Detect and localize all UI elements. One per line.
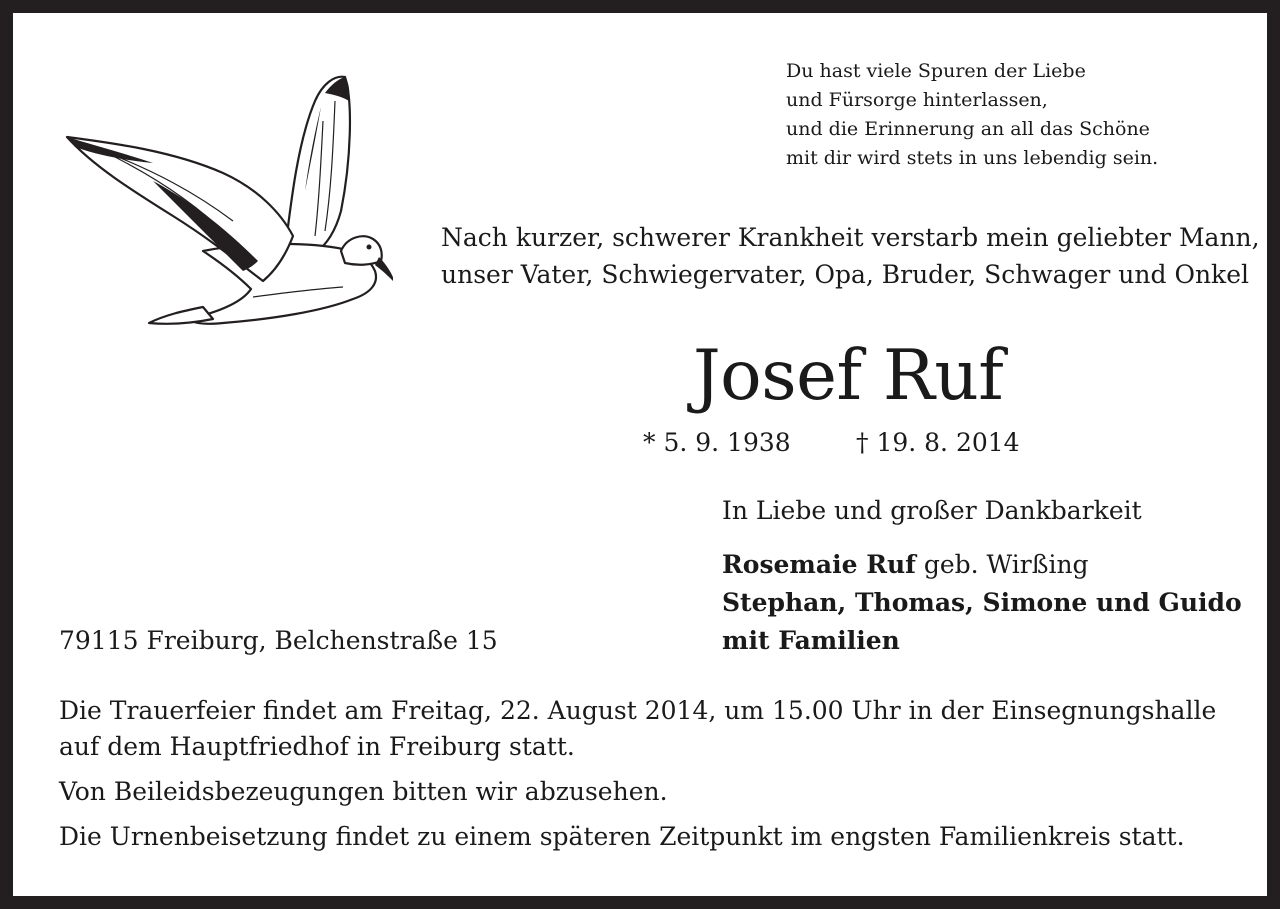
funeral-notices (59, 693, 1239, 855)
seagull-icon (53, 61, 393, 341)
poem-line: und Fürsorge hinterlassen, (786, 89, 1048, 111)
announcement-line: Nach kurzer, schwerer Krankheit verstarb mein geliebter Mann, (441, 223, 1260, 252)
announcement-line: unser Vater, Schwiegervater, Opa, Bruder, Schwager und Onkel (441, 260, 1249, 289)
poem (786, 57, 1158, 173)
children-names: Stephan, Thomas, Simone und Guido (722, 588, 1242, 617)
death-announcement (441, 219, 1260, 293)
widow-maiden-name: geb. Wirßing (915, 550, 1089, 579)
families-line: mit Familien (722, 626, 900, 655)
poem-line: und die Erinnerung an all das Schöne (786, 118, 1150, 140)
poem-line: mit dir wird stets in uns lebendig sein. (786, 147, 1159, 169)
poem-line: Du hast viele Spuren der Liebe (786, 60, 1086, 82)
condolence-notice: Von Beileidsbezeugungen bitten wir abzusehen. (59, 777, 668, 806)
closing-phrase: In Liebe und großer Dankbarkeit (722, 496, 1142, 525)
urn-burial-notice: Die Urnenbeisetzung findet zu einem späteren Zeitpunkt im engsten Familienkreis statt. (59, 822, 1185, 851)
widow-line (722, 546, 1242, 584)
birth-date: * 5. 9. 1938 (643, 428, 791, 457)
address: 79115 Freiburg, Belchenstraße 15 (59, 626, 498, 655)
funeral-service-notice: Die Trauerfeier findet am Freitag, 22. August 2014, um 15.00 Uhr in der Einsegnungshalle auf dem Hauptfriedhof in Freiburg statt. (59, 696, 1217, 761)
widow-name: Rosemaie Ruf (722, 550, 916, 579)
deceased-name: Josef Ruf (693, 336, 1004, 416)
death-date: † 19. 8. 2014 (856, 428, 1020, 457)
mourners (722, 546, 1242, 660)
